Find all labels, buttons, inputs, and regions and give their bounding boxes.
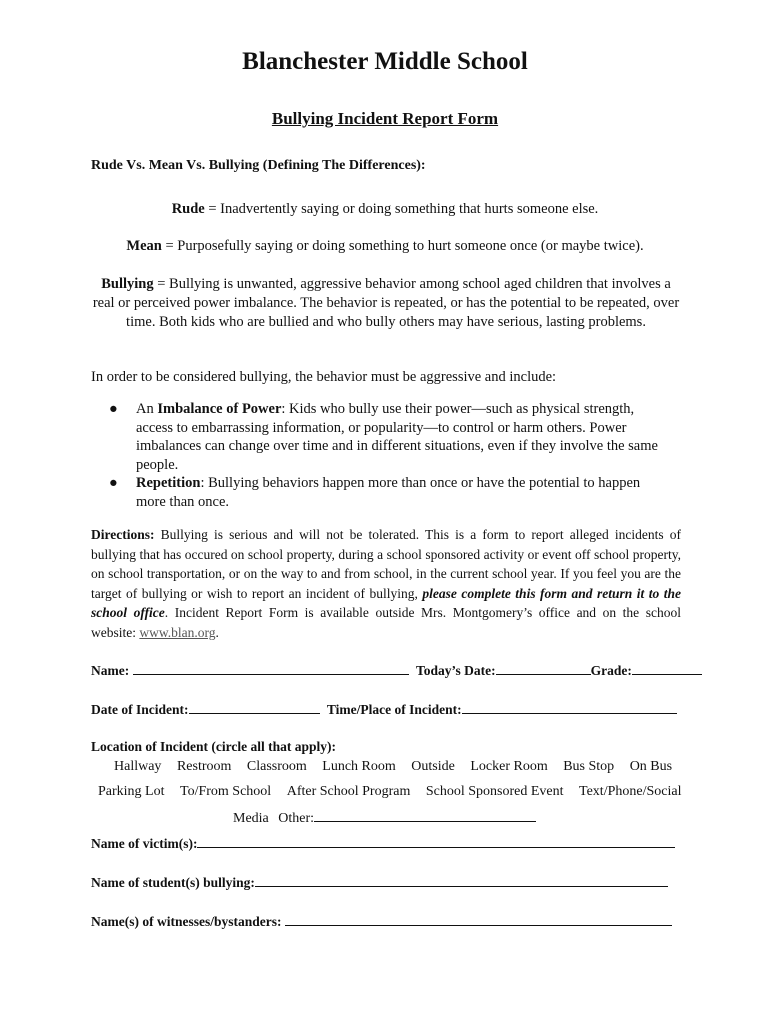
form-title: Bullying Incident Report Form [271, 109, 499, 128]
location-option-classroom[interactable]: Classroom [246, 759, 307, 774]
directions-text-2: . Incident Report Form is available outside Mrs. Montgomery’s office and on the school website: [91, 605, 681, 640]
location-option-after-school-program[interactable]: After School Program [286, 784, 411, 799]
name-field[interactable] [133, 662, 409, 675]
location-other-label: Other: [278, 811, 315, 826]
location-option-locker-room[interactable]: Locker Room [470, 759, 548, 774]
bullying-text: = Bullying is unwanted, aggressive behavior among school aged children that involves a real or perceived power imbalance. The behavior is repeated, or has the potential to be repeated, over time. Both kids who are bullied and who bully others may have serious, lasting problems. [92, 276, 680, 330]
rude-term: Rude [171, 201, 205, 217]
location-option-bus-stop[interactable]: Bus Stop [563, 759, 615, 774]
mean-definition [0, 238, 770, 255]
criteria-term: Repetition [136, 475, 201, 491]
location-option-hallway[interactable]: Hallway [114, 759, 162, 774]
criteria-prefix: An [136, 401, 158, 417]
mean-term: Mean [126, 238, 162, 254]
criteria-term: Imbalance of Power [157, 401, 282, 417]
criteria-intro: In order to be considered bullying, the behavior must be aggressive and include: [91, 369, 557, 385]
location-label: Location of Incident (circle all that apply): [91, 739, 336, 754]
location-option-text-phone-social[interactable]: Text/Phone/Social [579, 784, 682, 799]
name-row [91, 662, 702, 679]
directions-paragraph [91, 525, 681, 642]
criteria-item-imbalance [109, 400, 669, 474]
directions-emphasis: please complete this form and return it to the school office [91, 585, 681, 620]
name-label: Name: [91, 663, 130, 678]
grade-label: Grade: [590, 663, 632, 678]
location-row-1 [114, 759, 672, 775]
date-of-incident-label: Date of Incident: [91, 702, 189, 717]
location-option-school-sponsored-event[interactable]: School Sponsored Event [425, 784, 564, 799]
grade-field[interactable] [632, 662, 702, 675]
bullying-term: Bullying [101, 276, 154, 292]
bullying-students-row [91, 874, 668, 891]
school-website-link[interactable]: www.blan.org [139, 624, 216, 640]
witnesses-field[interactable] [285, 913, 672, 926]
witnesses-row [91, 913, 672, 930]
witnesses-label: Name(s) of witnesses/bystanders: [91, 914, 282, 929]
victims-row [91, 835, 675, 852]
todays-date-label: Today’s Date: [415, 663, 496, 678]
definitions-heading: Rude Vs. Mean Vs. Bullying (Defining The Differences): [91, 158, 426, 173]
directions-label: Directions: [91, 527, 155, 542]
location-row-2 [98, 784, 681, 800]
location-option-lunch-room[interactable]: Lunch Room [322, 759, 396, 774]
criteria-item-repetition [109, 474, 669, 511]
directions-text: Bullying is serious and will not be tolerated. This is a form to report alleged incidents of bullying that has occured on school property, during a school sponsored activity or event off school property, on school transportation, or on the way to and from school, in the current school year. If you feel you are the target of bullying or wish to report an incident of bullying, [91, 527, 681, 601]
location-option-on-bus[interactable]: On Bus [629, 759, 673, 774]
incident-date-row [91, 701, 677, 718]
location-row-3 [233, 809, 536, 827]
bullying-definition [91, 275, 681, 332]
bullet-icon: ● [109, 401, 118, 417]
victims-field[interactable] [197, 835, 675, 848]
time-place-field[interactable] [462, 701, 677, 714]
rude-text: = Inadvertently saying or doing something that hurts someone else. [204, 201, 599, 217]
location-other-field[interactable] [314, 809, 536, 822]
directions-text-3: . [215, 624, 219, 640]
location-option-restroom[interactable]: Restroom [176, 759, 232, 774]
criteria-list [109, 400, 669, 511]
criteria-text: : Kids who bully use their power—such as physical strength, access to embarrassing information, or popularity—to control or harm others. Power imbalances can change over time and in different situations, even if they involve the same people. [136, 401, 658, 473]
victims-label: Name of victim(s): [91, 836, 198, 851]
location-option-outside[interactable]: Outside [411, 759, 455, 774]
location-option-parking-lot[interactable]: Parking Lot [98, 784, 165, 799]
bullying-students-field[interactable] [255, 874, 668, 887]
bullying-students-label: Name of student(s) bullying: [91, 875, 255, 890]
location-option-media[interactable]: Media [233, 811, 269, 826]
school-name: Blanchester Middle School [242, 48, 528, 75]
rude-definition [0, 201, 770, 218]
location-option-to-from-school[interactable]: To/From School [180, 784, 272, 799]
date-of-incident-field[interactable] [189, 701, 320, 714]
time-place-label: Time/Place of Incident: [326, 702, 462, 717]
criteria-text: : Bullying behaviors happen more than once or have the potential to happen more than once. [136, 475, 641, 510]
todays-date-field[interactable] [496, 662, 591, 675]
mean-text: = Purposefully saying or doing something to hurt someone once (or maybe twice). [161, 238, 644, 254]
bullet-icon: ● [109, 475, 118, 491]
